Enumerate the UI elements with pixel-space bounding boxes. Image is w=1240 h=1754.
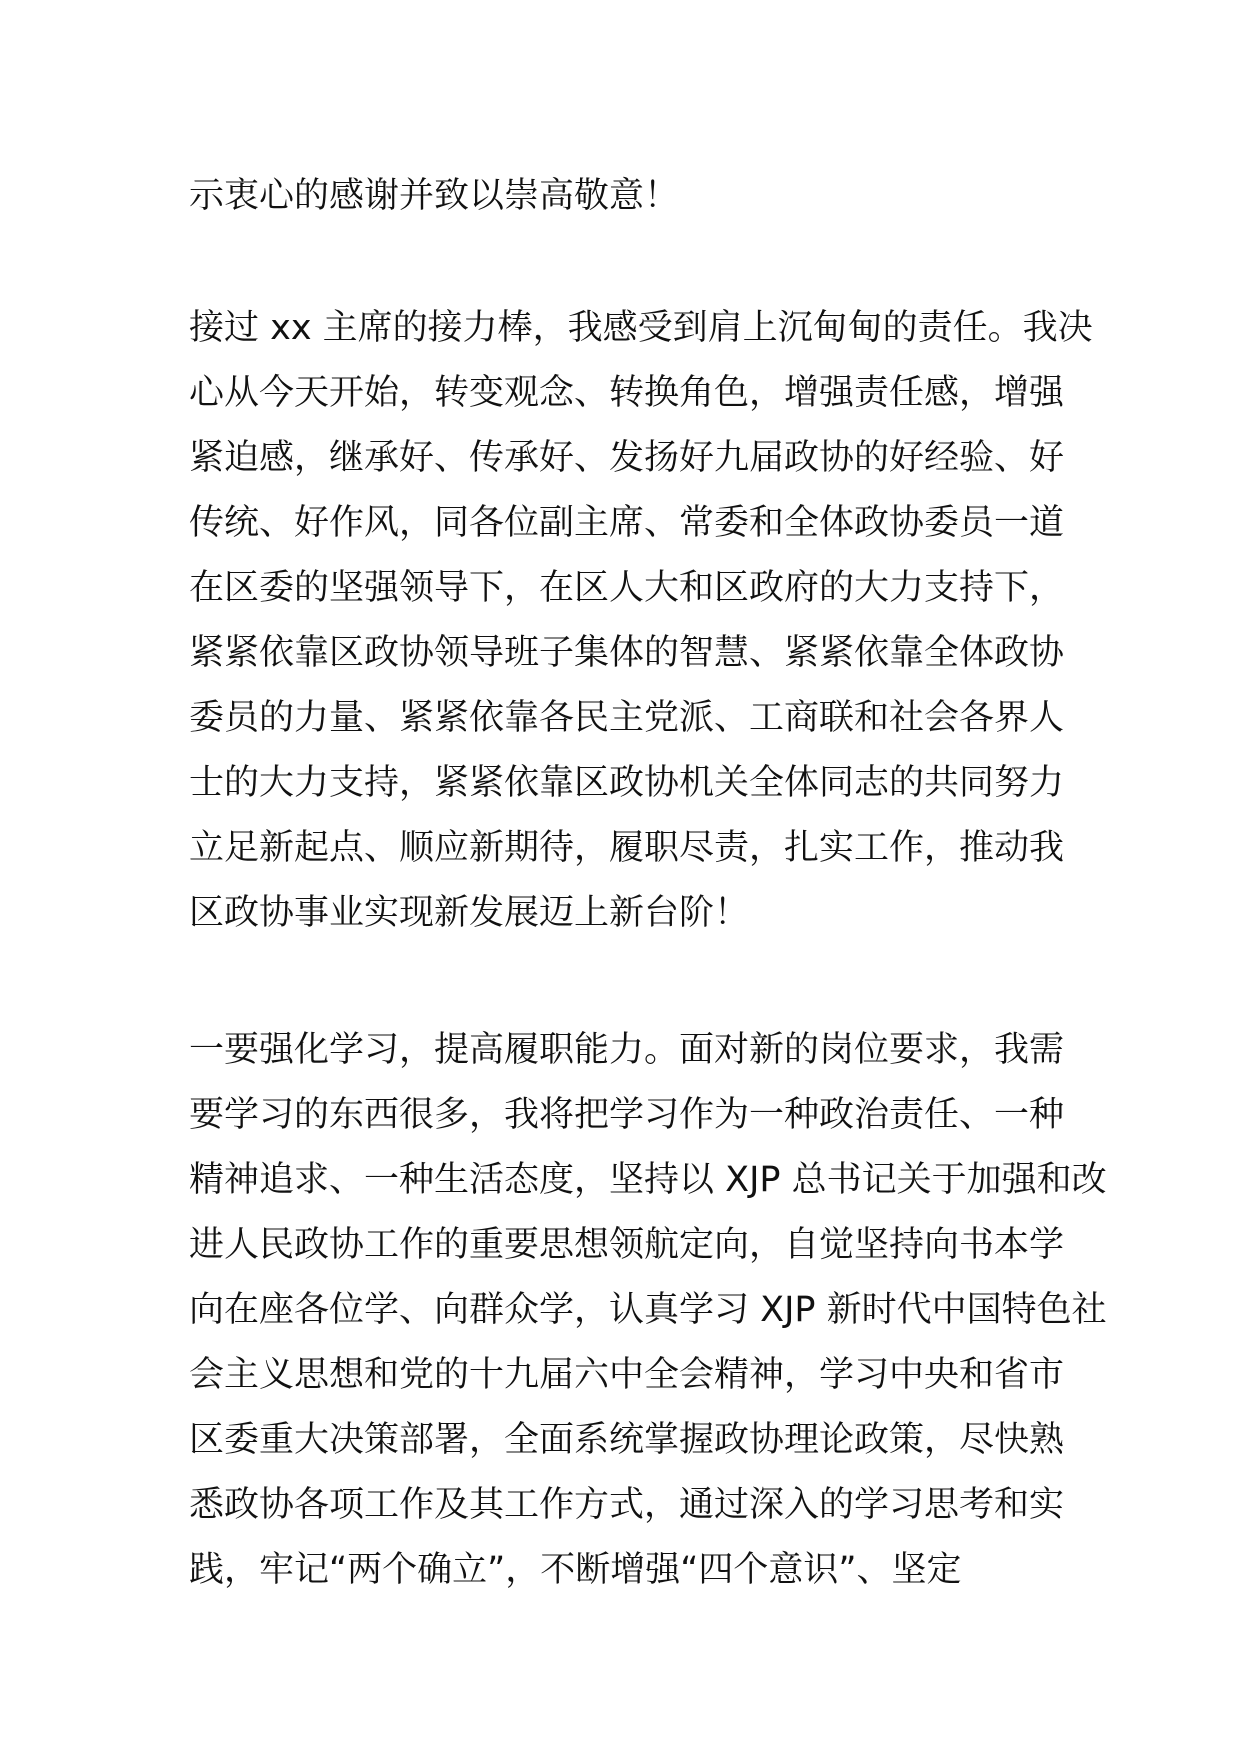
- paragraph-closing-thanks: [189, 164, 1059, 229]
- text-line: 要学习的东西很多，我将把学习作为一种政治责任、一种: [189, 1095, 1065, 1135]
- text-line: 心从今天开始，转变观念、转换角色，增强责任感，增强: [189, 373, 1065, 413]
- text-line: 进人民政协工作的重要思想领航定向，自觉坚持向书本学: [189, 1225, 1065, 1265]
- text-line: 践，牢记“两个确立”，不断增强“四个意识”、坚定: [189, 1550, 962, 1590]
- text-line: 区政协事业实现新发展迈上新台阶！: [189, 893, 750, 933]
- text-line: 区委重大决策部署，全面系统掌握政协理论政策，尽快熟: [189, 1420, 1065, 1460]
- paragraph-strengthen-study: [189, 1018, 1107, 1603]
- text-line: 示衷心的感谢并致以崇高敬意！: [189, 176, 680, 216]
- text-line: 紧紧依靠区政协领导班子集体的智慧、紧紧依靠全体政协: [189, 633, 1065, 673]
- text-line: 精神追求、一种生活态度，坚持以 XJP 总书记关于加强和改: [189, 1160, 1107, 1200]
- text-line: 士的大力支持，紧紧依靠区政协机关全体同志的共同努力: [189, 763, 1065, 803]
- text-line: 一要强化学习，提高履职能力。面对新的岗位要求，我需: [189, 1030, 1065, 1070]
- text-line: 传统、好作风，同各位副主席、常委和全体政协委员一道: [189, 503, 1065, 543]
- text-line: 委员的力量、紧紧依靠各民主党派、工商联和社会各界人: [189, 698, 1065, 738]
- text-line: 向在座各位学、向群众学，认真学习 XJP 新时代中国特色社: [189, 1290, 1107, 1330]
- paragraph-responsibility: [189, 296, 1093, 946]
- text-line: 会主义思想和党的十九届六中全会精神，学习中央和省市: [189, 1355, 1065, 1395]
- text-line: 接过 xx 主席的接力棒，我感受到肩上沉甸甸的责任。我决: [189, 308, 1093, 348]
- text-line: 紧迫感，继承好、传承好、发扬好九届政协的好经验、好: [189, 438, 1065, 478]
- text-line: 在区委的坚强领导下，在区人大和区政府的大力支持下，: [189, 568, 1065, 608]
- text-line: 悉政协各项工作及其工作方式，通过深入的学习思考和实: [189, 1485, 1065, 1525]
- text-line: 立足新起点、顺应新期待，履职尽责，扎实工作，推动我: [189, 828, 1065, 868]
